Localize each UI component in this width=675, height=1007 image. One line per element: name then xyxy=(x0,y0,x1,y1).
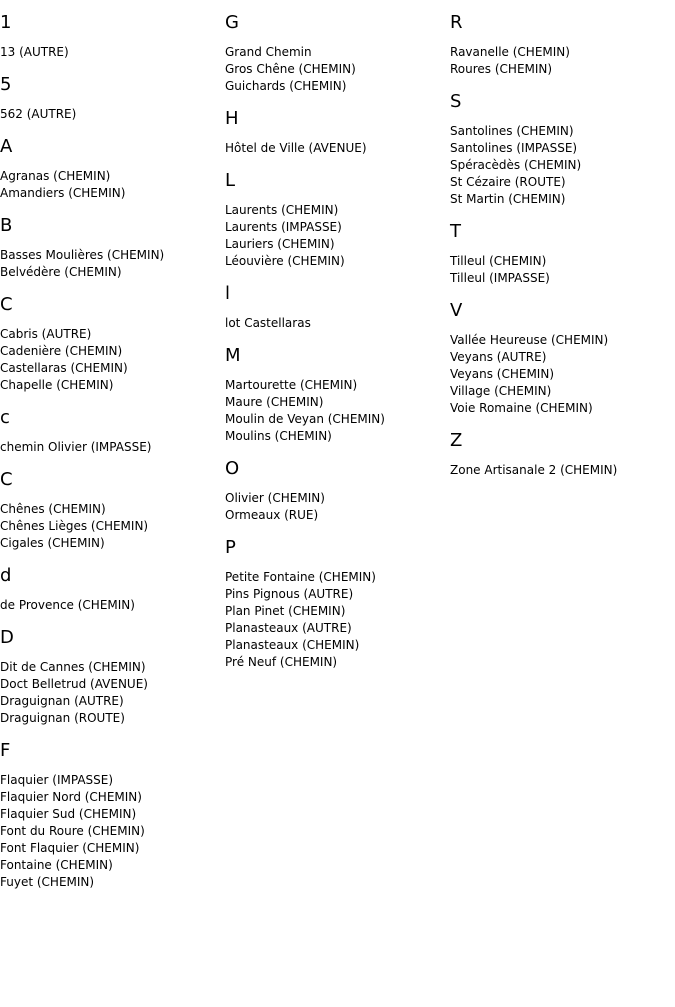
letter-heading: A xyxy=(0,136,13,157)
street-link[interactable]: Planasteaux (CHEMIN) xyxy=(225,638,360,652)
letter-group xyxy=(225,108,447,157)
street-link[interactable]: Moulin de Veyan (CHEMIN) xyxy=(225,412,385,426)
street-link[interactable]: Tilleul (IMPASSE) xyxy=(450,271,550,285)
street-link[interactable]: Martourette (CHEMIN) xyxy=(225,378,358,392)
letter-heading: L xyxy=(225,170,236,191)
street-list xyxy=(0,44,222,61)
street-link[interactable]: lot Castellaras xyxy=(225,316,311,330)
street-list xyxy=(450,253,672,287)
letter-group xyxy=(225,170,447,270)
street-link[interactable]: Chênes Lièges (CHEMIN) xyxy=(0,519,149,533)
street-link[interactable]: Fontaine (CHEMIN) xyxy=(0,858,113,872)
letter-heading: V xyxy=(450,300,463,321)
letter-heading: l xyxy=(225,283,231,304)
letter-heading: 5 xyxy=(0,74,12,95)
street-link[interactable]: Maure (CHEMIN) xyxy=(225,395,324,409)
street-link[interactable]: Cigales (CHEMIN) xyxy=(0,536,105,550)
letter-group xyxy=(225,458,447,524)
street-list xyxy=(225,490,447,524)
street-list xyxy=(225,569,447,671)
street-link[interactable]: Flaquier Nord (CHEMIN) xyxy=(0,790,142,804)
street-list xyxy=(450,332,672,417)
street-link[interactable]: Santolines (CHEMIN) xyxy=(450,124,574,138)
letter-group xyxy=(225,537,447,671)
street-link[interactable]: Fuyet (CHEMIN) xyxy=(0,875,95,889)
street-link[interactable]: Draguignan (ROUTE) xyxy=(0,711,125,725)
street-link[interactable]: Léouvière (CHEMIN) xyxy=(225,254,345,268)
letter-group xyxy=(0,407,222,456)
street-index-column-3 xyxy=(450,0,672,492)
street-list xyxy=(450,123,672,208)
street-list xyxy=(0,168,222,202)
street-link[interactable]: Gros Chêne (CHEMIN) xyxy=(225,62,356,76)
street-link[interactable]: Laurents (CHEMIN) xyxy=(225,203,339,217)
letter-group xyxy=(0,565,222,614)
street-link[interactable]: Font Flaquier (CHEMIN) xyxy=(0,841,140,855)
letter-heading: T xyxy=(450,221,461,242)
street-link[interactable]: Veyans (AUTRE) xyxy=(450,350,547,364)
letter-group xyxy=(0,294,222,394)
letter-heading: F xyxy=(0,740,11,761)
street-list xyxy=(0,247,222,281)
letter-heading: H xyxy=(225,108,239,129)
street-link[interactable]: Tilleul (CHEMIN) xyxy=(450,254,547,268)
letter-group xyxy=(450,12,672,78)
street-list xyxy=(0,659,222,727)
street-index-column-2 xyxy=(225,0,447,684)
street-link[interactable]: Veyans (CHEMIN) xyxy=(450,367,555,381)
letter-heading: Z xyxy=(450,430,463,451)
street-link[interactable]: 13 (AUTRE) xyxy=(0,45,69,59)
street-list xyxy=(225,140,447,157)
letter-group xyxy=(0,469,222,552)
street-list xyxy=(225,202,447,270)
street-link[interactable]: Lauriers (CHEMIN) xyxy=(225,237,335,251)
street-link[interactable]: Amandiers (CHEMIN) xyxy=(0,186,126,200)
letter-heading: M xyxy=(225,345,241,366)
street-link[interactable]: Basses Moulières (CHEMIN) xyxy=(0,248,165,262)
letter-heading: C xyxy=(0,294,13,315)
street-list xyxy=(450,44,672,78)
street-list xyxy=(0,597,222,614)
letter-group xyxy=(0,215,222,281)
street-link[interactable]: Vallée Heureuse (CHEMIN) xyxy=(450,333,609,347)
street-link[interactable]: Zone Artisanale 2 (CHEMIN) xyxy=(450,463,618,477)
street-list xyxy=(0,326,222,394)
street-link[interactable]: St Cézaire (ROUTE) xyxy=(450,175,566,189)
letter-heading: d xyxy=(0,565,12,586)
street-link[interactable]: Draguignan (AUTRE) xyxy=(0,694,124,708)
street-list xyxy=(225,44,447,95)
letter-group xyxy=(0,12,222,61)
letter-group xyxy=(450,221,672,287)
street-link[interactable]: Dit de Cannes (CHEMIN) xyxy=(0,660,146,674)
street-link[interactable]: Agranas (CHEMIN) xyxy=(0,169,111,183)
street-link[interactable]: Roures (CHEMIN) xyxy=(450,62,553,76)
letter-heading: P xyxy=(225,537,236,558)
letter-heading: B xyxy=(0,215,13,236)
letter-heading: 1 xyxy=(0,12,12,33)
street-list xyxy=(0,439,222,456)
letter-heading: G xyxy=(225,12,239,33)
street-link[interactable]: Cadenière (CHEMIN) xyxy=(0,344,123,358)
street-link[interactable]: Planasteaux (AUTRE) xyxy=(225,621,352,635)
street-link[interactable]: Flaquier Sud (CHEMIN) xyxy=(0,807,137,821)
street-link[interactable]: Grand Chemin xyxy=(225,45,312,59)
street-link[interactable]: Chapelle (CHEMIN) xyxy=(0,378,114,392)
letter-group xyxy=(0,136,222,202)
street-link[interactable]: Font du Roure (CHEMIN) xyxy=(0,824,145,838)
street-link[interactable]: Guichards (CHEMIN) xyxy=(225,79,347,93)
street-link[interactable]: Petite Fontaine (CHEMIN) xyxy=(225,570,376,584)
street-list xyxy=(225,315,447,332)
street-link[interactable]: Santolines (IMPASSE) xyxy=(450,141,578,155)
letter-group xyxy=(450,430,672,479)
letter-heading: c xyxy=(0,407,10,428)
letter-group xyxy=(0,627,222,727)
street-link[interactable]: 562 (AUTRE) xyxy=(0,107,77,121)
street-link[interactable]: Castellaras (CHEMIN) xyxy=(0,361,128,375)
street-list xyxy=(0,501,222,552)
street-link[interactable]: Voie Romaine (CHEMIN) xyxy=(450,401,593,415)
street-link[interactable]: Cabris (AUTRE) xyxy=(0,327,92,341)
letter-heading: D xyxy=(0,627,14,648)
street-link[interactable]: St Martin (CHEMIN) xyxy=(450,192,566,206)
street-link[interactable]: chemin Olivier (IMPASSE) xyxy=(0,440,152,454)
street-link[interactable]: Moulins (CHEMIN) xyxy=(225,429,332,443)
street-link[interactable]: Pré Neuf (CHEMIN) xyxy=(225,655,338,669)
street-link[interactable]: Pins Pignous (AUTRE) xyxy=(225,587,354,601)
street-link[interactable]: Flaquier (IMPASSE) xyxy=(0,773,114,787)
letter-heading: S xyxy=(450,91,462,112)
street-list xyxy=(450,462,672,479)
street-link[interactable]: Ormeaux (RUE) xyxy=(225,508,319,522)
street-list xyxy=(0,106,222,123)
street-list xyxy=(0,772,222,891)
street-link[interactable]: Plan Pinet (CHEMIN) xyxy=(225,604,346,618)
letter-group xyxy=(225,12,447,95)
street-link[interactable]: Spéracèdès (CHEMIN) xyxy=(450,158,582,172)
street-list xyxy=(225,377,447,445)
street-link[interactable]: Belvédère (CHEMIN) xyxy=(0,265,122,279)
street-link[interactable]: Ravanelle (CHEMIN) xyxy=(450,45,570,59)
street-link[interactable]: Laurents (IMPASSE) xyxy=(225,220,342,234)
letter-heading: C xyxy=(0,469,13,490)
street-link[interactable]: Doct Belletrud (AVENUE) xyxy=(0,677,148,691)
street-link[interactable]: Hôtel de Ville (AVENUE) xyxy=(225,141,367,155)
street-index-column-1 xyxy=(0,0,222,904)
letter-group xyxy=(225,345,447,445)
letter-group xyxy=(450,91,672,208)
letter-heading: R xyxy=(450,12,463,33)
letter-group xyxy=(225,283,447,332)
street-link[interactable]: Village (CHEMIN) xyxy=(450,384,552,398)
street-link[interactable]: de Provence (CHEMIN) xyxy=(0,598,135,612)
letter-group xyxy=(0,740,222,891)
letter-group xyxy=(450,300,672,417)
street-link[interactable]: Chênes (CHEMIN) xyxy=(0,502,106,516)
letter-heading: O xyxy=(225,458,240,479)
letter-group xyxy=(0,74,222,123)
street-link[interactable]: Olivier (CHEMIN) xyxy=(225,491,325,505)
